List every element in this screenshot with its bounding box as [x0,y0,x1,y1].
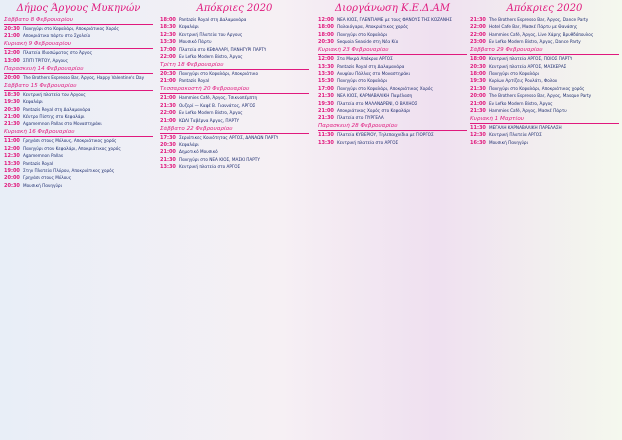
event-time: 22:00 [470,24,486,31]
event-time: 18:00 [160,17,176,23]
day-heading: Σάββατο 15 Φεβρουαρίου [4,83,153,91]
event-row [160,39,309,45]
event-text: Πανηγύρι στο ΝΕΑ ΚΙΟΣ, ΜΑΣΚΙ ΠΑΡΤΥ [179,156,260,162]
column-title: Δήμος Άργους Μυκηνών [16,3,141,14]
event-text: Πλατεία στο ΚΕΦΑΛΑΡΙ, ΠΑΝΗΓΥΡΙ ΠΑΡΤΥ [179,46,267,52]
event-row [4,121,153,127]
event-text: Ανυψίου Πάλλας στο Μοναστηράκι [337,70,411,76]
event-text: Πανηγύρι στο Κεφαλάρι [489,70,540,76]
event-time: 12:30 [160,31,176,38]
event-time: 22:00 [470,31,486,38]
event-text: Εν Lefko Modern Bistro, Άργος [179,53,243,59]
day-heading: Κυριακή 9 Φεβρουαρίου [4,41,153,49]
event-row [318,39,467,45]
event-text: The Brothers Espresso Bar, Άργος, Masque Party [489,93,592,99]
event-row [318,140,467,146]
column-title: Απόκριες 2020 [506,3,583,14]
event-row [4,33,153,39]
event-row [470,93,619,99]
event-text: Agamemnon Pallas [23,153,64,159]
event-text: Pantazis Royal στη Δαλαμανάρα [179,17,247,22]
event-row [160,17,309,23]
event-text: Πανηγύρι στον Κεφαλάρι, Αποκριάτικος χορός [23,145,121,151]
event-text: Κεφαλάρι [179,24,199,30]
event-row [4,183,153,189]
event-text: Πανηγύρι στο Κεφαλάρι, Αποκριάτικος Χορός [337,85,433,91]
event-time: 21:00 [470,100,486,107]
event-row [470,140,619,146]
event-time: 13:00 [4,57,20,64]
event-text: Παλαιόγαρα, Αποκριάτικος χορός [337,24,409,30]
event-time: 20:30 [160,141,176,148]
event-row [4,107,153,113]
event-row [318,56,467,62]
event-time: 11:30 [470,124,486,131]
event-text: ΝΕΑ ΚΙΟΣ, ΚΑΡΝΑΒΑΛΙΚΗ Παρέλαση [337,93,413,99]
event-time: 22:00 [160,53,176,60]
event-time: 12:30 [470,132,486,139]
event-time: 13:30 [318,70,334,77]
event-time: 18:00 [470,70,486,77]
event-row [318,64,467,70]
event-row [4,146,153,152]
event-row [470,78,619,84]
column-title: Απόκριες 2020 [196,3,273,14]
event-text: Κυρίων Αρτίζεις Ρουλάτι, Φολου [489,78,558,84]
event-text: Agamemnon Pallas στο Μοναστηράκι [23,121,102,127]
event-time: 13:30 [160,164,176,171]
column-1 [4,0,153,440]
event-row [160,103,309,109]
event-row [160,110,309,116]
event-time: 18:30 [160,24,176,31]
event-row [470,108,619,114]
event-time: 21:00 [160,117,176,124]
event-row [470,64,619,70]
event-row [4,92,153,98]
event-text: Κεντρική πλατεία του Αργους [23,91,86,97]
event-row [160,32,309,38]
event-row [4,153,153,159]
event-time: 22:00 [160,110,176,117]
column-4 [470,0,619,440]
event-time: 20:00 [4,175,20,182]
event-time: 18:30 [4,91,20,98]
event-text: ΜΕΓΑΛΗ ΚΑΡΝΑΒΑΛΙΚΗ ΠΑΡΕΛΑΣΗ [489,124,562,130]
event-time: 20:30 [160,70,176,77]
event-text: Εν Lefko Modern Bistro, Άργος, Dance Party [489,39,581,45]
event-row [470,101,619,107]
event-row [318,32,467,38]
event-text: Κεντρική Πλατεία του Αργους [179,31,243,37]
event-text: The Brothers Espresso Bar, Άργος, Dance Party [489,17,589,22]
event-time: 20:00 [470,93,486,100]
event-row [318,86,467,92]
event-time: 21:30 [160,102,176,109]
event-text: Κεντρική πλατεία στο ΑΡΓΟΣ [337,139,399,145]
event-text: Μουσικό Πάρτυ [179,39,212,45]
day-heading: Κυριακή 16 Φεβρουαρίου [4,129,153,137]
column-title: Διοργάνωση Κ.Ε.Δ.ΑΜ [335,3,450,14]
event-time: 19:30 [318,100,334,107]
event-row [318,93,467,99]
event-text: Εν Lefko Modern Bistro, Άργος [179,110,243,116]
event-time: 20:00 [4,74,20,81]
event-time: 13:30 [318,139,334,146]
event-row [318,132,467,138]
event-row [4,114,153,120]
event-row [318,24,467,30]
event-time: 12:00 [4,145,20,152]
event-text: Μουσική Πανηγύρι [23,182,63,188]
event-time: 21:00 [4,113,20,120]
event-row [160,149,309,155]
event-time: 21:30 [470,17,486,23]
event-row [160,54,309,60]
event-text: Αποκριάτικο πάρτυ στο Σχολείο [23,33,91,39]
event-row [318,115,467,121]
event-row [160,135,309,141]
column-2 [160,0,309,440]
event-time: 17:30 [160,134,176,141]
event-time: 17:00 [318,85,334,92]
event-text: ΣΠΙΤΙ ΤΡΙΤΟΥ, Αργους [23,57,68,63]
event-row [470,39,619,45]
day-heading: Παρασκευή 14 Φεβρουαρίου [4,66,153,74]
event-time: 21:00 [318,107,334,114]
event-text: Κεντρική Πλατεία ΑΡΓΟΣ [489,132,542,138]
event-row [160,71,309,77]
event-row [470,24,619,30]
event-row [318,17,467,23]
event-row [4,138,153,144]
event-text: Σεριάτικες Κοινότητας ΑΡΓΟΣ, ΔΑΝΑΩΝ ΠΑΡΤΥ [179,134,279,140]
event-time: 17:00 [160,46,176,53]
event-time: 20:30 [318,39,334,46]
event-time: 15:30 [318,78,334,85]
event-row [160,142,309,148]
event-row [470,86,619,92]
event-time: 23:00 [470,39,486,46]
event-time: 13:30 [160,39,176,46]
event-time: 21:30 [160,156,176,163]
event-time: 21:30 [470,85,486,92]
event-time: 21:30 [318,115,334,122]
event-row [470,32,619,38]
event-time: 18:00 [318,24,334,31]
event-time: 13:30 [4,160,20,167]
event-row [470,132,619,138]
event-time: 12:00 [4,50,20,57]
event-text: Ουζερί — Καφέ Β. Γιαννάτος, ΑΡΓΟΣ [179,102,256,108]
event-row [160,164,309,170]
event-text: Κεντρική πλατεία στο ΑΡΓΟΣ [179,164,241,170]
event-row [318,71,467,77]
event-text: Αποκριάτικος Χορός στο Κεφαλάρι [337,107,411,113]
event-row [160,118,309,124]
event-time: 21:00 [160,149,176,156]
event-text: Πανηγύρι στο Κεφαλάρι [337,78,388,84]
event-row [4,75,153,81]
event-time: 11:30 [318,132,334,139]
day-heading: Σάββατο 22 Φεβρουαρίου [160,126,309,134]
event-row [470,125,619,131]
event-time: 21:30 [470,107,486,114]
event-text: Pantazis Reyal στη Δαλαμανάρα [23,106,91,112]
event-text: Εν Lefko Modern Bistro, Άργος [489,100,553,106]
event-text: Hotel Cafe Bar, Μασκέ Πάρτυ με Θανάσης [489,24,578,30]
event-text: The Brothers Espresso Bar, Άργος, Happy Valentine's Day [23,74,145,80]
event-row [160,157,309,163]
event-row [4,58,153,64]
event-time: 20:30 [4,106,20,113]
event-text: Πλατεία Ιδιοσώματος στο Άργος [23,50,93,56]
day-heading: Σάββατο 8 Φεβρουαρίου [4,17,153,25]
event-time: 19:30 [4,99,20,106]
event-row [4,26,153,32]
event-row [318,78,467,84]
event-text: Μουσική Πανηγύρι [489,139,529,145]
event-text: Πανηγύρι στο Κεφαλάρι, Αποκριάτικο [179,70,259,76]
event-text: Κέντρο Πίστης στο Κεφαλάρι [23,113,85,119]
event-row [160,95,309,101]
event-time: 20:30 [4,26,20,32]
event-text: Γρηγάσι στους Μύλους, Αποκριάτικος χορός [23,138,117,144]
event-time: 19:30 [470,78,486,85]
event-text: Κεντρική πλατεία ΑΡΓΟΣ, ΠΟΙΟΣ ΠΑΡΤΥ [489,56,573,62]
event-text: Pantazis Royal [23,160,54,166]
event-row [4,175,153,181]
event-text: Πλατεία στο ΜΑΛΑΝΔΡΕΝΙ, Ο ΒΑΧΗΟΣ [337,100,418,106]
event-row [470,71,619,77]
event-time: 18:00 [470,56,486,63]
event-row [470,56,619,62]
event-text: Δημοτικό Μουσικό [179,149,218,155]
event-time: 21:30 [4,121,20,128]
event-text: Πλατεία ΚΥΒΕΡΙΟΥ, Τηλεπαιχνίδια με ΓΙΟΡΓΟΣ [337,132,434,138]
day-heading: Κυριακή 1 Μαρτίου [470,116,619,124]
event-time: 21:00 [4,33,20,40]
event-text: Κεφαλάρι [179,141,199,147]
event-text: Στην Πλατεία Πλύρου, Αποκριάτικος χορός [23,167,115,173]
event-text: ΝΕΑ ΚΙΟΣ, ΓΛΕΝΤΙΑΜΕ με τους ΦΑΝΟΥΣ ΤΗΣ ΚΟΖΑΝΗΣ [337,17,452,22]
event-text: Pantazis Royal στη Δαλαμανάρα [337,63,405,69]
event-row [160,24,309,30]
event-time: 18:00 [318,31,334,38]
day-heading: Παρασκευή 28 Φεβρουαρίου [318,123,467,131]
event-time: 13:30 [318,63,334,70]
event-time: 21:30 [318,93,334,100]
event-time: 11:00 [4,138,20,145]
event-row [4,50,153,56]
event-text: Πανηγύρι στο Κεφαλάρι, Αποκριάτικος χορός [489,85,585,91]
event-text: Hammies Café, Άργος, Τσικνοπέμπτη [179,95,258,101]
event-time: 21:00 [160,95,176,102]
event-text: Κεφαλάρι [23,99,43,105]
day-heading: Κυριακή 23 Φεβρουαρίου [318,47,467,55]
event-text: Πλατεία στο ΠΥΡΓΕΛΑ [337,115,384,121]
event-row [4,161,153,167]
event-text: Hammies Café, Άργος, Μασκέ Πάρτυ [489,107,567,113]
event-text: Γρηγάσι στους Μύλους [23,175,72,181]
event-text: Πανηγύρι στο Κεφαλάρι, Αποκριάτικος Χορός [23,26,119,31]
event-text: Pantazis Royal [179,78,210,84]
event-row [160,78,309,84]
column-3 [318,0,467,440]
event-time: 20:30 [470,63,486,70]
event-text: Πανηγύρι στο Κεφαλάρι [337,31,388,37]
event-time: 21:00 [160,78,176,85]
event-time: 16:30 [470,139,486,146]
event-text: Hammies Café, Άργος, Live Χάρης Βρυθδόπουλος [489,31,594,37]
event-time: 12:00 [318,56,334,63]
event-text: Στα Μικρά Απόκρια ΑΡΓΟΣ [337,56,393,62]
event-text: ΚΩΛΙ Ταβέρνα Άργος, ΠΑΡΤΥ [179,117,240,123]
day-heading: Σάββατο 29 Φεβρουαρίου [470,47,619,55]
event-row [470,17,619,23]
event-time: 12:30 [4,153,20,160]
event-time: 20:30 [4,182,20,189]
event-row [318,108,467,114]
event-text: Sequoia Seaside στη Νέα Κίο [337,39,399,45]
event-row [4,168,153,174]
event-row [318,101,467,107]
event-time: 12:00 [318,17,334,23]
day-heading: Τρίτη 18 Φεβρουαρίου [160,62,309,70]
day-heading: Τεσσαρακοστή 20 Φεβρουαρίου [160,86,309,94]
event-row [4,99,153,105]
event-row [160,47,309,53]
event-time: 19:00 [4,167,20,174]
event-text: Κεντρική πλατεία ΑΡΓΟΣ, ΜΑΣΚΕΡΑΣ [489,63,567,69]
